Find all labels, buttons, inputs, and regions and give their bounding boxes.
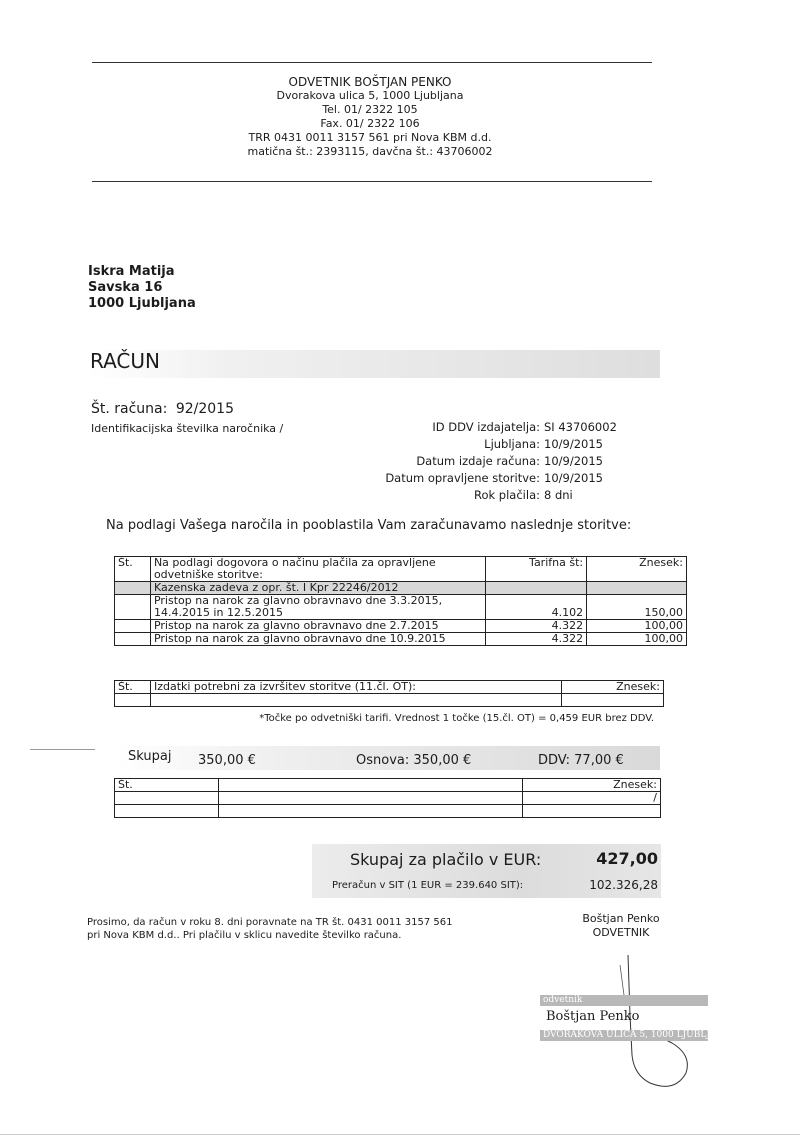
invoice-number-label: Št. računa: <box>91 401 168 417</box>
meta-label: Datum opravljene storitve: <box>385 471 540 485</box>
pay-amount: 427,00 <box>596 849 658 868</box>
base-value: 350,00 € <box>413 753 472 768</box>
service-amount: 100,00 <box>587 620 687 633</box>
meta-value: SI 43706002 <box>544 420 617 434</box>
col-amount-header: Znesek: <box>523 779 661 792</box>
meta-value: 8 dni <box>544 488 573 502</box>
col-tariff-header: Tarifna št: <box>486 557 587 582</box>
stamp-line-2: Boštjan Penko <box>546 1009 640 1024</box>
sit-label: Preračun v SIT (1 EUR = 239.640 SIT): <box>332 880 524 891</box>
table-row <box>115 779 661 792</box>
scan-line <box>30 749 95 750</box>
meta-label: ID DDV izdajatelja: <box>432 420 540 434</box>
stamp-line-3: DVORAKOVA ULICA 5, 1000 LJUBLJANA <box>540 1030 708 1041</box>
header-top-rule <box>92 62 652 63</box>
table-row <box>115 595 687 620</box>
lawyer-tel: Tel. 01/ 2322 105 <box>322 103 418 116</box>
sit-amount: 102.326,28 <box>589 878 658 892</box>
service-desc: Pristop na narok za glavno obravnavo dne 3.3.2015, 14.4.2015 in 12.5.2015 <box>150 595 485 620</box>
lawyer-name: ODVETNIK BOŠTJAN PENKO <box>288 75 452 89</box>
table-row <box>115 557 687 582</box>
payment-line-2: pri Nova KBM d.d.. Pri plačilu v sklicu navedite številko računa. <box>87 930 402 941</box>
amount-slash: / <box>523 792 661 805</box>
table-row <box>115 792 661 805</box>
table-row <box>115 620 687 633</box>
service-amount: 100,00 <box>587 633 687 646</box>
col-desc-header: Izdatki potrebni za izvršitev storitve (11.čl. OT): <box>150 681 561 694</box>
title-band <box>88 350 660 378</box>
meta-value: 10/9/2015 <box>544 454 603 468</box>
page-bottom-edge <box>0 1134 800 1135</box>
client-id-label: Identifikacijska številka naročnika / <box>91 422 284 435</box>
service-tariff: 4.322 <box>486 620 587 633</box>
invoice-number-line <box>91 401 234 417</box>
services-table <box>114 556 687 646</box>
invoice-number: 92/2015 <box>175 401 234 417</box>
table-row <box>115 694 664 707</box>
payment-instructions <box>87 916 452 942</box>
tariff-note: *Točke po odvetniški tarifi. Vrednost 1 točke (15.čl. OT) = 0,459 EUR brez DDV. <box>259 713 654 724</box>
base-label: Osnova: <box>356 753 410 768</box>
service-desc: Pristop na narok za glavno obravnavo dne 2.7.2015 <box>150 620 485 633</box>
recipient-street: Savska 16 <box>88 280 163 295</box>
meta-row <box>330 470 630 487</box>
vat-line <box>538 753 624 768</box>
table-row <box>115 681 664 694</box>
expenses-table <box>114 680 664 707</box>
vat-value: 77,00 € <box>574 753 624 768</box>
col-amount-header: Znesek: <box>562 681 664 694</box>
sum-value: 350,00 € <box>198 753 256 768</box>
stamp-line-1: odvetnik <box>540 995 708 1006</box>
recipient-name: Iskra Matija <box>88 264 175 279</box>
lawyer-fax: Fax. 01/ 2322 106 <box>320 117 420 130</box>
meta-row <box>330 487 630 504</box>
meta-row <box>330 419 630 436</box>
table-row <box>115 633 687 646</box>
case-reference: Kazenska zadeva z opr. št. I Kpr 22246/2012 <box>150 582 485 595</box>
meta-value: 10/9/2015 <box>544 471 603 485</box>
col-amount-header: Znesek: <box>587 557 687 582</box>
signer-name: Boštjan Penko <box>582 912 660 925</box>
totals-table <box>114 778 661 818</box>
vat-label: DDV: <box>538 753 571 768</box>
invoice-meta <box>330 419 630 504</box>
doc-title: RAČUN <box>90 349 160 373</box>
service-amount: 150,00 <box>587 595 687 620</box>
service-tariff: 4.102 <box>486 595 587 620</box>
sum-label: Skupaj <box>128 749 172 764</box>
service-desc: Pristop na narok za glavno obravnavo dne 10.9.2015 <box>150 633 485 646</box>
col-no-header: Št. <box>115 681 151 694</box>
meta-row <box>330 436 630 453</box>
recipient-block <box>88 264 196 312</box>
col-no-header: Št. <box>115 779 219 792</box>
meta-row <box>330 453 630 470</box>
payment-line-1: Prosimo, da račun v roku 8. dni poravnate na TR št. 0431 0011 3157 561 <box>87 917 453 928</box>
intro-text: Na podlagi Vašega naročila in pooblastila Vam zaračunavamo naslednje storitve: <box>106 518 632 533</box>
col-desc-header: Na podlagi dogovora o načinu plačila za opravljene odvetniške storitve: <box>150 557 485 582</box>
meta-label: Rok plačila: <box>473 488 540 502</box>
recipient-city: 1000 Ljubljana <box>88 296 196 311</box>
meta-value: 10/9/2015 <box>544 437 603 451</box>
table-row <box>115 582 687 595</box>
lawyer-ids: matična št.: 2393115, davčna št.: 43706002 <box>247 145 493 158</box>
pay-label: Skupaj za plačilo v EUR: <box>350 850 542 869</box>
signer-title: ODVETNIK <box>592 926 650 939</box>
lawyer-trr: TRR 0431 0011 3157 561 pri Nova KBM d.d. <box>248 131 492 144</box>
header-bottom-rule <box>92 181 652 182</box>
meta-label: Datum izdaje računa: <box>416 454 540 468</box>
service-tariff: 4.322 <box>486 633 587 646</box>
meta-label: Ljubljana: <box>484 437 540 451</box>
table-row <box>115 805 661 818</box>
letterhead <box>150 75 590 159</box>
base-line <box>356 753 471 768</box>
lawyer-address: Dvorakova ulica 5, 1000 Ljubljana <box>276 89 464 102</box>
col-no-header: Št. <box>115 557 151 582</box>
